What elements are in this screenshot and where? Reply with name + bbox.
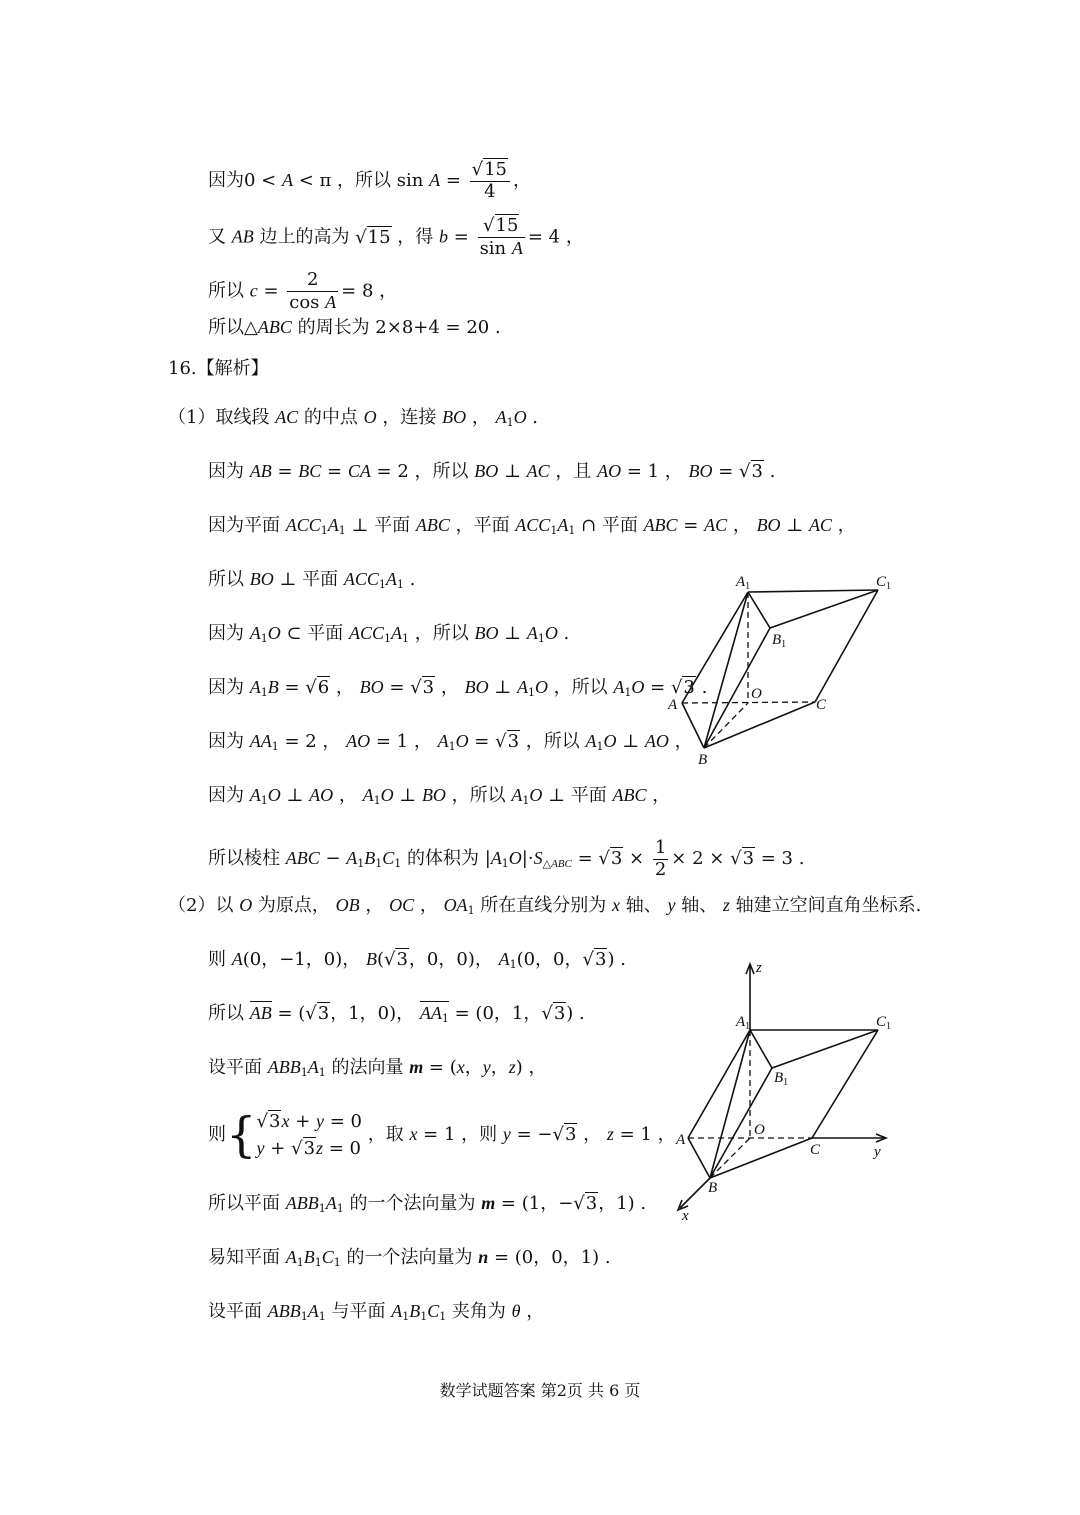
text-line-6: （1）取线段 AC 的中点 O ，连接 BO ， $A_1O$ .	[168, 407, 539, 429]
text-line-7: 因为 AB = BC = CA = 2 ，所以 BO ⊥ AC ，且 AO = 1 ， BO = √3 .	[208, 461, 776, 482]
text-line-9: 所以 BO ⊥ 平面 $ACC_1A_1$ .	[208, 569, 416, 591]
text-line-3: 所以 c = $\frac{2}{\text{cos A}}$ = 8 ，	[208, 269, 398, 313]
text-line-11: 因为 $A_1B = √6$ ， BO = √3 ， BO ⊥ $A_1O$ ，所以 $A_1O = √3$ .	[208, 677, 708, 699]
text-line-10: 因为 $A_1O$ ⊂ 平面 $ACC_1A_1$ ，所以 BO ⊥ $A_1O$ .	[208, 623, 570, 645]
label-A1: $A_1$	[736, 574, 751, 592]
text-line-20: 所以平面 $ABB_1A_1$ 的一个法向量为 m = (1，−√3，1) .	[208, 1193, 647, 1215]
label-C1: $C_1$	[876, 574, 892, 592]
text-line-13: 因为 $A_1O$ ⊥ AO ， $A_1O$ ⊥ BO ，所以 $A_1O$ ⊥ 平面 ABC ，	[208, 785, 671, 807]
label-z: z	[756, 960, 762, 976]
label-A: A	[676, 1132, 686, 1148]
label-B: B	[698, 752, 708, 768]
text-line-18: 设平面 $ABB_1A_1$ 的法向量 m = (x，y，z) ，	[208, 1057, 547, 1079]
text-line-15: （2）以 O 为原点， OB ， OC ， $OA_1$ 所在直线分别为 x 轴、 y 轴、 z 轴建立空间直角坐标系.	[168, 895, 922, 917]
section-heading-16: 16.【解析】	[168, 358, 269, 379]
text-line-22: 设平面 $ABB_1A_1$ 与平面 $A_1B_1C_1$ 夹角为 θ ，	[208, 1301, 545, 1323]
text-line-21: 易知平面 $A_1B_1C_1$ 的一个法向量为 n = (0，0，1) .	[208, 1247, 611, 1269]
label-x: x	[682, 1208, 689, 1224]
text-line-14: 所以棱柱 ABC − $A_1B_1C_1$ 的体积为 $|A_1O|\cdot S_{\triangle ABC} = √3$ × $\frac{1}{2}$ × 2 × √3 = 3 .	[208, 837, 805, 880]
label-A: A	[668, 697, 678, 713]
label-B: B	[708, 1180, 718, 1196]
text-line-8: 因为平面 $ACC_1A_1$ ⊥ 平面 ABC ，平面 $ACC_1A_1$ ∩ 平面 ABC = AC ， BO ⊥ AC ，	[208, 515, 856, 537]
label-y: y	[874, 1144, 881, 1160]
text-line-17: 所以 AB = (√3，1，0)， $AA_1 = (0$，1，√3) .	[208, 1003, 585, 1025]
text-line-1: 因为0 < A < π ，所以 sin A = $\frac{√15}{4}$ ，	[208, 159, 532, 202]
text-line-2: 又 AB 边上的高为 √15 ，得 b = $\frac{√15}{\text{sin A}}$ = 4 ，	[208, 215, 584, 259]
text-line-12: 因为 $AA_1 = 2$ ， AO = 1 ， $A_1O = √3$ ，所以 $A_1O$ ⊥ AO ，	[208, 731, 693, 753]
label-A1: $A_1$	[736, 1014, 751, 1032]
label-C: C	[810, 1142, 821, 1158]
text-line-16: 则 A(0，−1，0)， B(√3，0，0)， $A_1(0$，0，√3) .	[208, 949, 626, 971]
page-footer: 数学试题答案 第2页 共 6 页	[439, 1381, 641, 1400]
label-B1: $B_1$	[774, 1070, 789, 1088]
label-C: C	[816, 697, 827, 713]
label-O: O	[751, 686, 762, 702]
label-O: O	[754, 1122, 765, 1138]
text-line-4: 所以△ABC 的周长为 2×8+4 = 20 .	[208, 317, 501, 338]
prism-figure-2	[660, 958, 900, 1228]
label-C1: $C_1$	[876, 1014, 892, 1032]
text-line-19: 则{ √3x + y = 0 y + √3z = 0 ，取 x = 1 ，则 y = −√3 ， z = 1 ，	[208, 1106, 676, 1163]
prism-figure-1	[660, 568, 900, 768]
label-B1: $B_1$	[772, 632, 787, 650]
